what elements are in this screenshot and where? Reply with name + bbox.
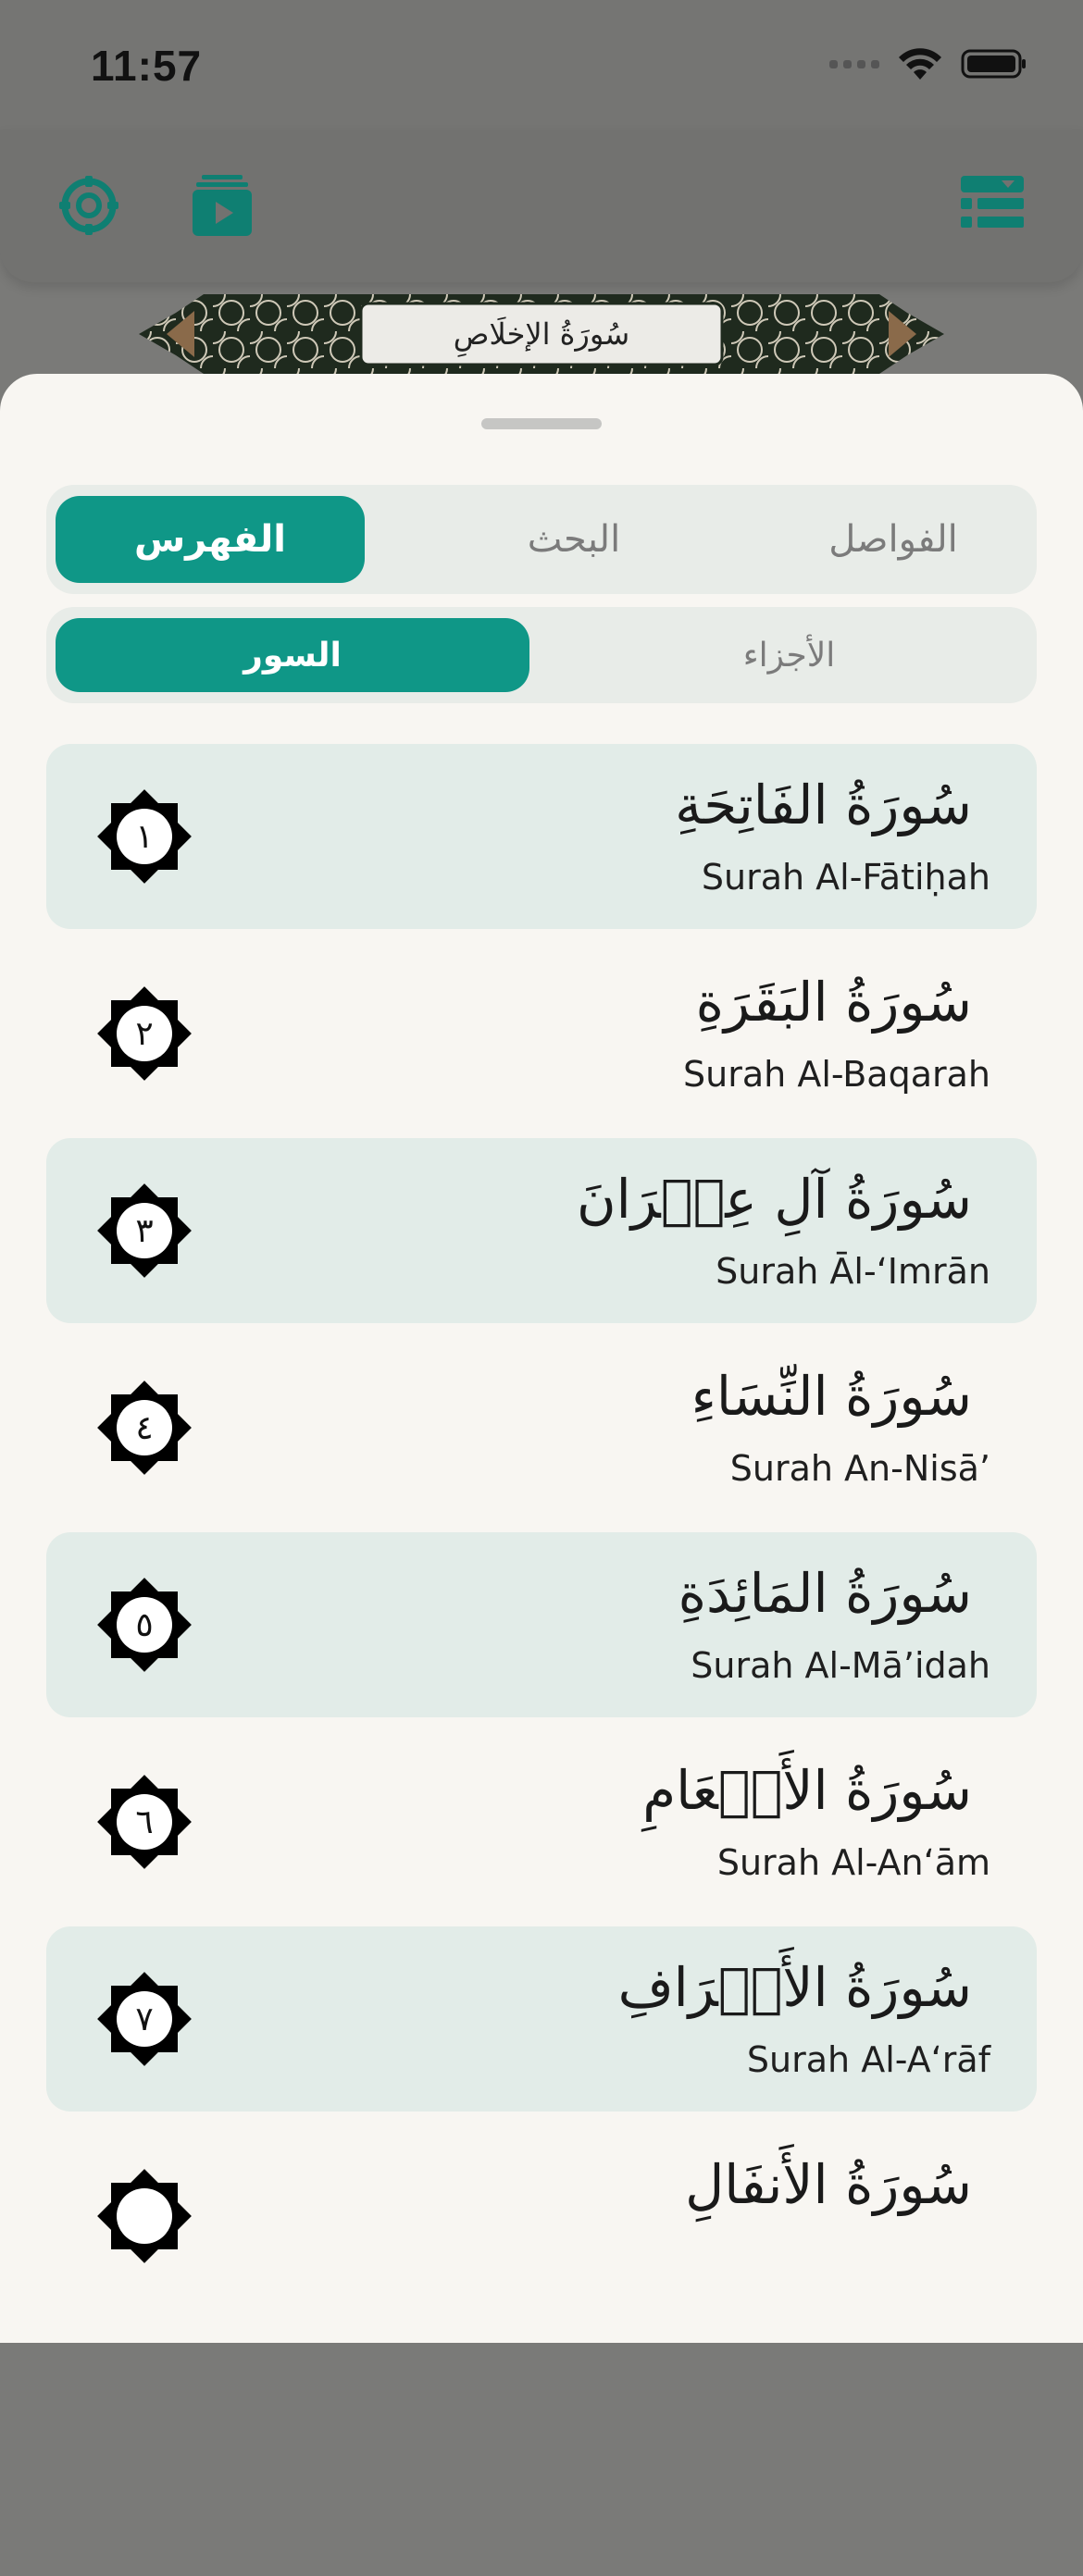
surah-number: ٧	[135, 2000, 154, 2038]
surah-english-name: Surah Al-An‘ām	[716, 1842, 990, 1883]
surah-number: ٥	[135, 1605, 154, 1644]
surah-number: ٦	[135, 1802, 154, 1841]
tab-juz[interactable]	[542, 607, 1037, 703]
play-video-icon[interactable]	[185, 168, 259, 242]
surah-number: ٤	[135, 1408, 154, 1447]
surah-row[interactable]	[46, 744, 1037, 929]
surah-arabic-name: سُورَةُ الفَاتِحَةِ	[675, 774, 972, 836]
tab-search[interactable]	[430, 485, 717, 594]
surah-row[interactable]	[46, 2124, 1037, 2309]
battery-icon	[961, 47, 1027, 80]
status-bar	[0, 0, 1083, 130]
surah-number-badge	[93, 1967, 196, 2071]
surah-list[interactable]	[0, 744, 1083, 2576]
surah-arabic-name: سُورَةُ الأَنفَالِ	[685, 2153, 972, 2216]
surah-row[interactable]	[46, 1729, 1037, 1914]
surah-number-badge	[93, 1376, 196, 1480]
surah-arabic-name: سُورَةُ آلِ عِمۡرَانَ	[576, 1168, 972, 1231]
top-toolbar	[0, 130, 1083, 282]
surah-english-name: Surah Al-Baqarah	[683, 1054, 990, 1095]
sheet-grabber[interactable]	[481, 418, 602, 429]
wifi-icon	[896, 46, 944, 81]
tab-bookmarks[interactable]	[750, 485, 1037, 594]
tab-index[interactable]	[56, 496, 365, 583]
surah-number-badge	[93, 1179, 196, 1282]
surah-english-name: Surah Al-A‘rāf	[746, 2039, 990, 2080]
status-time: 11:57	[91, 42, 203, 90]
surah-row[interactable]	[46, 1335, 1037, 1520]
index-list-icon[interactable]	[955, 168, 1029, 242]
tab-surahs[interactable]	[56, 618, 529, 692]
surah-row[interactable]	[46, 1926, 1037, 2112]
main-tabs	[46, 485, 1037, 594]
surah-number-badge	[93, 1770, 196, 1874]
surah-number: ٢	[135, 1014, 154, 1053]
sub-tabs	[46, 607, 1037, 703]
index-sheet	[0, 374, 1083, 2343]
settings-icon[interactable]	[52, 168, 126, 242]
surah-row[interactable]	[46, 1532, 1037, 1717]
banner-surah-title: سُورَةُ الإخلَاصِ	[453, 316, 630, 352]
surah-arabic-name: سُورَةُ البَقَرَةِ	[695, 971, 972, 1034]
tab-search-label: البحث	[527, 518, 621, 561]
surah-number: ٣	[135, 1211, 154, 1250]
tab-bookmarks-label: الفواصل	[828, 518, 958, 561]
surah-banner	[139, 294, 944, 374]
status-icons	[829, 46, 1027, 81]
tab-juz-label: الأجزاء	[742, 636, 836, 675]
surah-number-badge	[93, 982, 196, 1085]
surah-number-badge	[93, 2164, 196, 2268]
tab-surahs-label: السور	[243, 636, 342, 675]
surah-number-badge	[93, 1573, 196, 1677]
surah-row[interactable]	[46, 1138, 1037, 1323]
surah-arabic-name: سُورَةُ المَائِدَةِ	[678, 1562, 972, 1625]
surah-english-name: Surah Al-Mā’idah	[691, 1645, 990, 1686]
surah-number: ١	[135, 817, 154, 856]
surah-english-name: Surah Āl-‘Imrān	[716, 1251, 990, 1292]
surah-arabic-name: سُورَةُ الأَنۡعَامِ	[642, 1759, 972, 1822]
octagram-icon	[93, 2164, 196, 2268]
surah-arabic-name: سُورَةُ الأَعۡرَافِ	[617, 1956, 972, 2019]
signal-icon	[829, 60, 879, 68]
tab-index-label: الفهرس	[133, 518, 286, 561]
surah-arabic-name: سُورَةُ النِّسَاءِ	[691, 1365, 972, 1428]
surah-english-name: Surah Al-Fātiḥah	[701, 857, 990, 898]
surah-row[interactable]	[46, 941, 1037, 1126]
surah-number-badge	[93, 785, 196, 888]
surah-english-name: Surah An-Nisā’	[729, 1448, 990, 1489]
